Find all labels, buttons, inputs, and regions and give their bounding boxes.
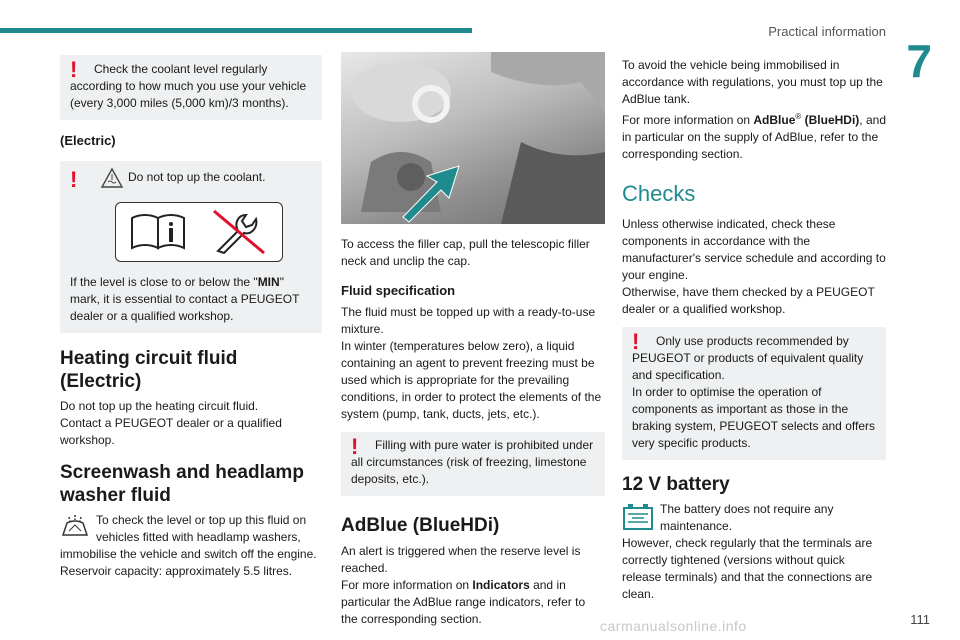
column-1 xyxy=(60,0,322,580)
adblue-ref: AdBlue xyxy=(753,113,796,127)
text-fragment: For more information on xyxy=(341,578,473,592)
coolant-check-note xyxy=(60,55,322,120)
checks-text: Unless otherwise indicated, check these components in accordance with the manufacturer's service schedule and according to your engine. Otherwise, have them checked by a PEUGEOT dealer or a qualified workshop. xyxy=(622,217,886,316)
note-text: Filling with pure water is prohibited under all circumstances (risk of freezing, limestone deposits, etc.). xyxy=(351,438,594,486)
screenwash-text: To check the level or top up this fluid on vehicles fitted with headlamp washers, immobilise the vehicle and switch off the engine. Reservoir capacity: approximately 5.5 litres. xyxy=(60,513,317,578)
adblue-intro-2 xyxy=(622,108,886,163)
column-3 xyxy=(622,0,886,603)
bluehdi-ref: (BlueHDi) xyxy=(801,113,860,127)
warning-exclamation-icon: ! xyxy=(70,167,78,192)
adblue-intro-1: To avoid the vehicle being immobilised in accordance with regulations, you must top up the AdBlue tank. xyxy=(622,58,883,106)
battery-block xyxy=(622,500,886,603)
electric-label: (Electric) xyxy=(60,133,116,148)
fluid-spec-heading: Fluid specification xyxy=(341,283,456,298)
washer-fluid-icon xyxy=(60,513,90,539)
warning-exclamation-icon: ! xyxy=(632,329,640,354)
adblue-text-1: An alert is triggered when the reserve level is reached. xyxy=(341,544,581,575)
adblue-text-2 xyxy=(341,577,605,628)
text-fragment: " mark, it is essential to contact a PEUGEOT dealer or a qualified workshop. xyxy=(70,275,300,323)
filler-neck-illustration xyxy=(341,52,605,224)
heating-circuit-heading: Heating circuit fluid (Electric) xyxy=(60,348,238,392)
screenwash-block xyxy=(60,512,322,580)
checks-heading: Checks xyxy=(622,181,696,206)
battery-text-1: The battery does not require any maintenance. xyxy=(660,502,834,533)
battery-text-2: However, check regularly that the terminals are correctly tightened (versions without quick release terminals) and that the connections are clean. xyxy=(622,536,873,601)
screenwash-heading: Screenwash and headlamp washer fluid xyxy=(60,462,304,506)
watermark: carmanualsonline.info xyxy=(600,618,747,634)
text-fragment: and in particular the AdBlue range indicators, refer to the corresponding section. xyxy=(341,578,586,626)
text-fragment: , and in particular on the supply of AdBlue, refer to the corresponding section. xyxy=(622,113,886,161)
note-warning-text: Do not top up the coolant. xyxy=(128,170,266,184)
electric-coolant-note xyxy=(60,161,322,333)
hot-coolant-warning-icon xyxy=(100,167,124,189)
battery-icon xyxy=(622,501,654,531)
filler-neck-photo xyxy=(341,52,605,224)
column-2 xyxy=(341,0,605,628)
battery-heading: 12 V battery xyxy=(622,474,730,495)
note-text: Only use products recommended by PEUGEOT or products of equivalent quality and specification. In order to optimise the operation of components as important as those in the braking system, PEUGEOT selects and offers very specific products. xyxy=(632,334,875,450)
pure-water-note xyxy=(341,432,605,496)
no-spanner-icon xyxy=(208,207,268,257)
products-note xyxy=(622,327,886,460)
book-info-icon xyxy=(128,212,188,252)
min-mark: MIN xyxy=(257,275,280,289)
page-number: 111 xyxy=(910,612,930,627)
warning-exclamation-icon: ! xyxy=(351,434,359,459)
manual-and-no-spanner-pictogram xyxy=(115,202,283,262)
indicators-ref: Indicators xyxy=(472,578,530,592)
registered-mark: ® xyxy=(795,112,802,121)
text-fragment: If the level is close to or below the " xyxy=(70,275,258,289)
warning-exclamation-icon: ! xyxy=(70,57,78,82)
photo-caption: To access the filler cap, pull the telescopic filler neck and unclip the cap. xyxy=(341,237,590,268)
fluid-spec-text: The fluid must be topped up with a ready-to-use mixture. In winter (temperatures below zero), a liquid containing an agent to prevent freezing must be used which is appropriate for the prevailing conditions, in order to protect the elements of the system (pump, tank, ducts, jets, etc.). xyxy=(341,305,602,421)
text-fragment: For more information on xyxy=(622,113,754,127)
adblue-heading: AdBlue (BlueHDi) xyxy=(341,515,500,536)
chapter-number: 7 xyxy=(906,35,932,87)
note-text xyxy=(70,274,312,325)
heating-circuit-text: Do not top up the heating circuit fluid. Contact a PEUGEOT dealer or a qualified workshop. xyxy=(60,399,282,447)
section-title: Practical information xyxy=(768,24,886,39)
note-text: Check the coolant level regularly according to how much you use your vehicle (every 3,000 miles (5,000 km)/3 months). xyxy=(70,62,307,110)
